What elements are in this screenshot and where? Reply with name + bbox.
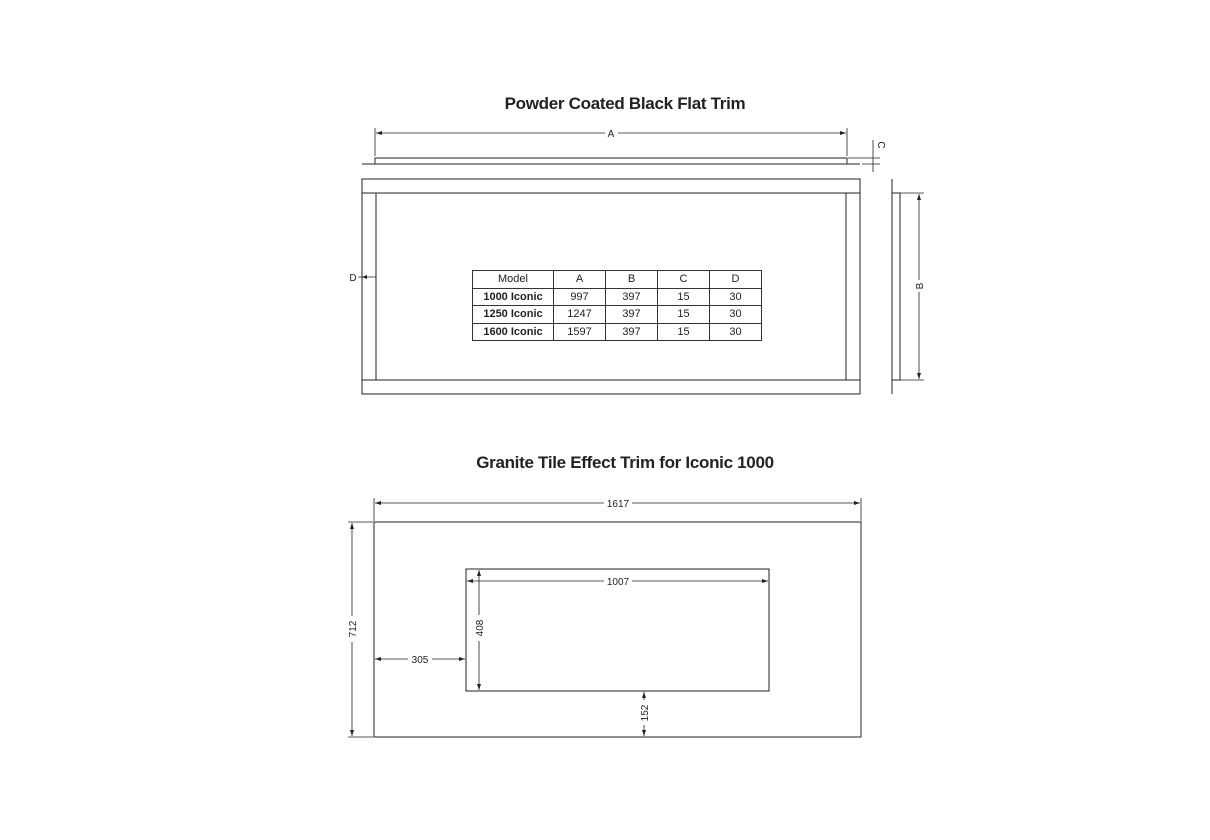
- trim-side-view: [892, 179, 926, 394]
- dimension-table: [472, 270, 762, 341]
- side-profile-body: [892, 193, 900, 380]
- dim-c-label: C: [875, 141, 886, 149]
- table-header-model: Model: [473, 271, 554, 289]
- dim-d-arrow: [362, 275, 367, 279]
- dim-305-label: 305: [411, 655, 429, 666]
- dim-b-arrow-top: [917, 194, 921, 200]
- table-cell-a: 1597: [554, 323, 606, 341]
- dim-1007-arrow-right: [762, 579, 768, 583]
- dim-408-arrow-top: [477, 570, 481, 576]
- table-cell-b: 397: [606, 323, 658, 341]
- dim-d-label: D: [349, 273, 357, 284]
- table-header-row: [473, 271, 762, 289]
- dim-712-arrow-bottom: [350, 730, 354, 736]
- top-trim-view: [362, 128, 886, 172]
- dim-152-arrow-bottom: [642, 730, 646, 736]
- dim-305-arrow-right: [459, 657, 465, 661]
- trim-top-edge: [375, 158, 847, 164]
- table-cell-d: 30: [710, 288, 762, 306]
- table-cell-c: 15: [658, 306, 710, 324]
- dim-408-arrow-bottom: [477, 684, 481, 690]
- dim-1617-arrow-left: [375, 501, 381, 505]
- tile-outer: [374, 522, 861, 737]
- dim-152-arrow-top: [642, 692, 646, 698]
- table-cell-b: 397: [606, 288, 658, 306]
- dim-152-label: 152: [640, 704, 651, 722]
- granite-tile-view: [348, 498, 861, 737]
- dim-a-label: A: [607, 129, 615, 140]
- dim-a-arrow-left: [376, 131, 382, 135]
- dim-1617-label: 1617: [606, 499, 630, 510]
- table-header-d: D: [710, 271, 762, 289]
- table-cell-c: 15: [658, 323, 710, 341]
- dim-1617-arrow-right: [854, 501, 860, 505]
- table-cell-a: 997: [554, 288, 606, 306]
- dim-1007-label: 1007: [606, 577, 630, 588]
- dim-b-arrow-bottom: [917, 373, 921, 379]
- table-row: [473, 323, 762, 341]
- table-cell-model: 1000 Iconic: [473, 288, 554, 306]
- dim-a-arrow-right: [840, 131, 846, 135]
- table-row: [473, 306, 762, 324]
- table-cell-d: 30: [710, 323, 762, 341]
- table-cell-model: 1600 Iconic: [473, 323, 554, 341]
- table-cell-b: 397: [606, 306, 658, 324]
- table-header-c: C: [658, 271, 710, 289]
- table-cell-model: 1250 Iconic: [473, 306, 554, 324]
- table-header-b: B: [606, 271, 658, 289]
- table-row: [473, 288, 762, 306]
- dim-712-arrow-top: [350, 523, 354, 529]
- table-header-a: A: [554, 271, 606, 289]
- table-cell-a: 1247: [554, 306, 606, 324]
- diagram-1-title: Powder Coated Black Flat Trim: [504, 94, 746, 113]
- dim-408-label: 408: [475, 619, 486, 637]
- diagram-2-title: Granite Tile Effect Trim for Iconic 1000: [476, 453, 774, 472]
- dim-1007-arrow-left: [467, 579, 473, 583]
- table-cell-d: 30: [710, 306, 762, 324]
- dim-b-label: B: [915, 282, 926, 290]
- dim-305-arrow-left: [375, 657, 381, 661]
- dim-712-label: 712: [348, 620, 359, 638]
- table-cell-c: 15: [658, 288, 710, 306]
